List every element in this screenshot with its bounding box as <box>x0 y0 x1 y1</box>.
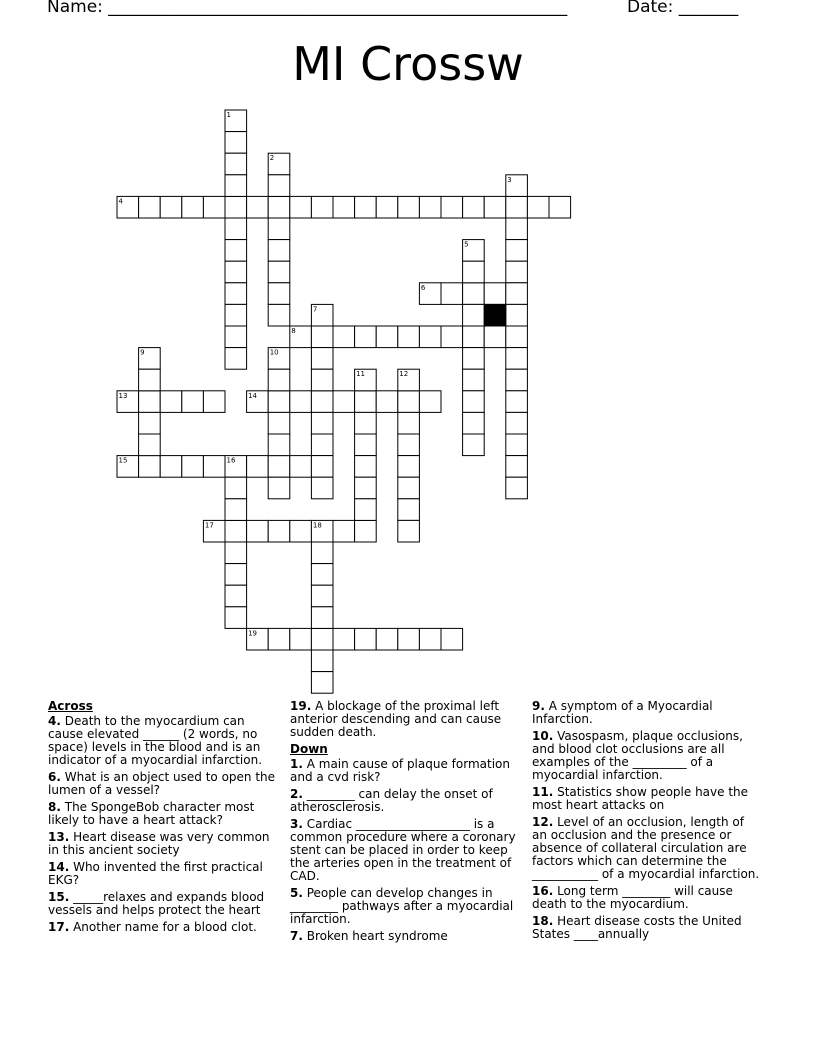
grid-cell-number: 2 <box>269 154 275 163</box>
across-clue-list <box>48 715 278 934</box>
clue-number: 8. <box>48 800 61 814</box>
grid-cell[interactable] <box>355 477 377 499</box>
grid-cell[interactable] <box>506 369 528 391</box>
grid-cell-number: 10 <box>269 348 279 357</box>
clue-number: 3. <box>290 817 303 831</box>
clue-item <box>48 861 278 887</box>
grid-cell-number: 3 <box>507 175 512 184</box>
page-title: MI Crossw <box>292 37 524 91</box>
grid-cell[interactable] <box>506 477 528 499</box>
clue-item <box>48 921 278 934</box>
grid-cell[interactable] <box>355 628 377 650</box>
grid-cell[interactable] <box>311 628 333 650</box>
clue-number: 1. <box>290 757 303 771</box>
clue-text: Level of an occlusion, length of an occlusion and the presence or absence of collateral circulation are factors which can determine the ___________ of a myocardial infarction. <box>532 815 760 881</box>
grid-cell[interactable] <box>290 196 312 218</box>
clue-item <box>532 730 762 782</box>
grid-cell[interactable] <box>225 326 247 348</box>
grid-cell[interactable] <box>463 369 485 391</box>
grid-cell-number: 11 <box>356 370 366 379</box>
grid-cell[interactable] <box>311 585 333 607</box>
grid-cell[interactable] <box>311 326 333 348</box>
grid-cell-number: 8 <box>291 327 296 335</box>
grid-cell[interactable] <box>311 369 333 391</box>
grid-cell[interactable] <box>311 196 333 218</box>
grid-cell[interactable] <box>398 520 420 542</box>
grid-cell[interactable] <box>441 326 463 348</box>
grid-cell[interactable] <box>506 218 528 240</box>
grid-cell[interactable] <box>225 304 247 326</box>
grid-cell[interactable] <box>247 456 269 478</box>
grid-cell[interactable] <box>311 477 333 499</box>
grid-cell-number: 16 <box>226 456 236 465</box>
clue-item <box>290 887 520 926</box>
grid-cell[interactable] <box>333 326 355 348</box>
grid-cell[interactable] <box>268 520 290 542</box>
grid-cell[interactable] <box>506 283 528 305</box>
clue-item <box>532 816 762 881</box>
clue-text: ________ can delay the onset of atherosclerosis. <box>290 787 493 814</box>
grid-cell[interactable] <box>311 434 333 456</box>
grid-cell-number: 9 <box>140 348 145 357</box>
grid-cell[interactable] <box>419 326 441 348</box>
clue-text: Who invented the first practical EKG? <box>48 860 263 887</box>
clue-item <box>290 758 520 784</box>
grid-cell[interactable] <box>506 196 528 218</box>
down-clue-list-continued <box>532 700 762 941</box>
grid-cell[interactable] <box>441 196 463 218</box>
grid-cell[interactable] <box>333 628 355 650</box>
grid-cell[interactable] <box>376 326 398 348</box>
clue-text: Another name for a blood clot. <box>69 920 257 934</box>
across-clue-list-continued <box>290 700 520 739</box>
grid-cell[interactable] <box>290 391 312 413</box>
grid-cell[interactable] <box>398 628 420 650</box>
grid-cell[interactable] <box>225 261 247 283</box>
clue-text: _____relaxes and expands blood vessels and helps protect the heart <box>48 890 265 917</box>
grid-cell[interactable] <box>419 628 441 650</box>
grid-cell[interactable] <box>311 672 333 694</box>
clue-number: 7. <box>290 929 303 943</box>
clue-text: A symptom of a Myocardial Infarction. <box>532 699 713 726</box>
clue-item <box>532 915 762 941</box>
grid-cell[interactable] <box>484 283 506 305</box>
grid-cell[interactable] <box>225 153 247 175</box>
grid-cell[interactable] <box>506 348 528 370</box>
grid-cell[interactable] <box>247 520 269 542</box>
grid-cell[interactable] <box>203 196 225 218</box>
clue-text: Long term ________ will cause death to the myocardium. <box>532 884 733 911</box>
clue-item <box>48 801 278 827</box>
grid-cell[interactable] <box>225 477 247 499</box>
grid-cell[interactable] <box>139 456 161 478</box>
grid-cell[interactable] <box>463 348 485 370</box>
grid-cell-number: 5 <box>464 240 469 249</box>
grid-cell[interactable] <box>484 326 506 348</box>
grid-cell-number: 17 <box>204 521 214 530</box>
grid-cell[interactable] <box>355 456 377 478</box>
grid-cell[interactable] <box>225 607 247 629</box>
clue-column-2 <box>290 700 520 947</box>
clue-item <box>290 930 520 943</box>
grid-cell[interactable] <box>290 520 312 542</box>
grid-cell[interactable] <box>376 628 398 650</box>
grid-cell[interactable] <box>355 434 377 456</box>
grid-cell[interactable] <box>463 304 485 326</box>
grid-cell-number: 14 <box>248 391 258 400</box>
grid-cell[interactable] <box>139 434 161 456</box>
grid-cell-number: 4 <box>118 197 123 206</box>
grid-cell[interactable] <box>506 261 528 283</box>
grid-cell-number: 15 <box>118 456 128 465</box>
grid-cell[interactable] <box>333 391 355 413</box>
clue-number: 19. <box>290 699 312 713</box>
grid-cell-number: 6 <box>420 283 426 292</box>
grid-cell[interactable] <box>268 369 290 391</box>
grid-cell[interactable] <box>225 499 247 521</box>
clue-text: Broken heart syndrome <box>302 929 448 943</box>
grid-cell[interactable] <box>398 412 420 434</box>
grid-cell[interactable] <box>398 434 420 456</box>
grid-cell[interactable] <box>376 196 398 218</box>
grid-cell[interactable] <box>333 196 355 218</box>
grid-cell[interactable] <box>268 196 290 218</box>
grid-cell[interactable] <box>463 196 485 218</box>
clue-text: Death to the myocardium can cause elevated ______ (2 words, no space) levels in the blood and is an indicator of a myocardial infarction. <box>48 714 263 767</box>
grid-cell[interactable] <box>506 456 528 478</box>
grid-cell[interactable] <box>311 391 333 413</box>
clue-number: 12. <box>532 815 554 829</box>
grid-cell[interactable] <box>139 196 161 218</box>
grid-cell[interactable] <box>225 348 247 370</box>
grid-cell[interactable] <box>268 391 290 413</box>
clue-item <box>48 831 278 857</box>
grid-cell[interactable] <box>203 391 225 413</box>
clue-number: 2. <box>290 787 303 801</box>
clue-text: Statistics show people have the most heart attacks on <box>532 785 749 812</box>
grid-cell[interactable] <box>311 650 333 672</box>
grid-cell[interactable] <box>139 369 161 391</box>
grid-cell[interactable] <box>225 542 247 564</box>
clue-number: 9. <box>532 699 545 713</box>
grid-cell[interactable] <box>441 628 463 650</box>
grid-cell[interactable] <box>182 391 204 413</box>
grid-cell[interactable] <box>311 542 333 564</box>
grid-cell[interactable] <box>182 196 204 218</box>
grid-cell[interactable] <box>355 326 377 348</box>
grid-cell[interactable] <box>506 391 528 413</box>
grid-cell[interactable] <box>506 240 528 262</box>
grid-cell[interactable] <box>268 218 290 240</box>
clue-item <box>290 700 520 739</box>
clue-text: Heart disease costs the United States ____annually <box>532 914 742 941</box>
down-clue-list <box>290 758 520 943</box>
grid-cell[interactable] <box>311 412 333 434</box>
grid-cell[interactable] <box>463 391 485 413</box>
grid-cell[interactable] <box>376 391 398 413</box>
clue-number: 16. <box>532 884 554 898</box>
grid-cell-number: 19 <box>248 629 258 638</box>
grid-cell[interactable] <box>398 391 420 413</box>
grid-cell[interactable] <box>268 456 290 478</box>
grid-cell[interactable] <box>549 196 571 218</box>
grid-cell[interactable] <box>484 196 506 218</box>
clue-item <box>532 885 762 911</box>
grid-cell[interactable] <box>463 434 485 456</box>
grid-cell[interactable] <box>311 607 333 629</box>
grid-black-cell <box>484 304 506 326</box>
clue-number: 14. <box>48 860 70 874</box>
grid-cell[interactable] <box>225 218 247 240</box>
grid-cell[interactable] <box>311 348 333 370</box>
grid-cell[interactable] <box>463 261 485 283</box>
grid-cell[interactable] <box>225 132 247 154</box>
clue-number: 4. <box>48 714 61 728</box>
grid-cell[interactable] <box>247 196 269 218</box>
grid-cell[interactable] <box>311 456 333 478</box>
grid-cell[interactable] <box>268 240 290 262</box>
grid-cell[interactable] <box>225 196 247 218</box>
grid-cell[interactable] <box>225 585 247 607</box>
clue-number: 18. <box>532 914 554 928</box>
grid-cell[interactable] <box>506 412 528 434</box>
grid-cell[interactable] <box>268 477 290 499</box>
grid-cell[interactable] <box>355 412 377 434</box>
clue-item <box>532 786 762 812</box>
clue-column-1 <box>48 700 278 938</box>
grid-cell[interactable] <box>463 326 485 348</box>
clue-item <box>290 788 520 814</box>
down-heading: Down <box>290 742 328 756</box>
grid-cell[interactable] <box>268 261 290 283</box>
clue-text: The SpongeBob character most likely to have a heart attack? <box>48 800 255 827</box>
grid-cell[interactable] <box>268 175 290 197</box>
clue-item <box>48 891 278 917</box>
grid-cell[interactable] <box>268 412 290 434</box>
grid-cell[interactable] <box>268 434 290 456</box>
grid-cell-number: 13 <box>118 391 128 400</box>
grid-cell[interactable] <box>160 196 182 218</box>
grid-cell[interactable] <box>355 520 377 542</box>
clue-text: A blockage of the proximal left anterior descending and can cause sudden death. <box>290 699 502 739</box>
grid-cell[interactable] <box>311 564 333 586</box>
clue-text: Cardiac ___________________ is a common procedure where a coronary stent can be placed in order to keep the arteries open in the treatment of CAD. <box>290 817 516 883</box>
grid-cell[interactable] <box>139 391 161 413</box>
clue-text: A main cause of plaque formation and a cvd risk? <box>290 757 510 784</box>
grid-cell[interactable] <box>355 499 377 521</box>
grid-cell-number: 12 <box>399 370 409 379</box>
clue-number: 15. <box>48 890 70 904</box>
grid-cell[interactable] <box>398 456 420 478</box>
grid-cell[interactable] <box>268 628 290 650</box>
grid-cell-number: 7 <box>312 305 318 314</box>
grid-cell[interactable] <box>506 434 528 456</box>
grid-cell[interactable] <box>398 196 420 218</box>
grid-cell[interactable] <box>355 391 377 413</box>
grid-cell[interactable] <box>225 564 247 586</box>
grid-cell[interactable] <box>268 304 290 326</box>
grid-cell[interactable] <box>268 283 290 305</box>
grid-cell[interactable] <box>333 520 355 542</box>
clue-number: 13. <box>48 830 70 844</box>
grid-cell[interactable] <box>139 412 161 434</box>
clue-column-3 <box>532 700 762 945</box>
name-field-label: Name: ______________________________________________________ <box>47 0 568 17</box>
grid-cell[interactable] <box>463 283 485 305</box>
grid-cell[interactable] <box>203 456 225 478</box>
clue-item <box>48 771 278 797</box>
clue-text: What is an object used to open the lumen of a vessel? <box>48 770 276 797</box>
clue-text: People can develop changes in ________ pathways after a myocardial infarction. <box>290 886 514 926</box>
grid-cell[interactable] <box>160 456 182 478</box>
grid-cell-number: 18 <box>312 521 322 530</box>
grid-cell[interactable] <box>182 456 204 478</box>
grid-cell[interactable] <box>225 175 247 197</box>
grid-cell[interactable] <box>225 283 247 305</box>
grid-cell[interactable] <box>398 326 420 348</box>
grid-cell[interactable] <box>290 456 312 478</box>
grid-cell[interactable] <box>506 326 528 348</box>
grid-cell-number: 1 <box>226 111 231 119</box>
clue-item <box>532 700 762 726</box>
clue-number: 11. <box>532 785 554 799</box>
grid-cell[interactable] <box>441 283 463 305</box>
grid-cell[interactable] <box>290 628 312 650</box>
grid-cell[interactable] <box>527 196 549 218</box>
date-field-label: Date: _______ <box>627 0 739 17</box>
clue-item <box>48 715 278 767</box>
grid-cell[interactable] <box>398 499 420 521</box>
grid-cell[interactable] <box>398 477 420 499</box>
grid-cell[interactable] <box>225 240 247 262</box>
clue-text: Heart disease was very common in this ancient society <box>48 830 270 857</box>
grid-cell[interactable] <box>506 304 528 326</box>
grid-cell[interactable] <box>463 412 485 434</box>
grid-cell[interactable] <box>419 391 441 413</box>
grid-cell[interactable] <box>355 196 377 218</box>
clue-number: 10. <box>532 729 554 743</box>
clue-number: 17. <box>48 920 70 934</box>
clue-number: 5. <box>290 886 303 900</box>
clue-number: 6. <box>48 770 61 784</box>
clue-item <box>290 818 520 883</box>
across-heading: Across <box>48 699 93 713</box>
grid-cell[interactable] <box>225 520 247 542</box>
clue-text: Vasospasm, plaque occlusions, and blood clot occlusions are all examples of the _________ of a myocardial infarction. <box>532 729 743 782</box>
grid-cell[interactable] <box>419 196 441 218</box>
grid-cell[interactable] <box>160 391 182 413</box>
